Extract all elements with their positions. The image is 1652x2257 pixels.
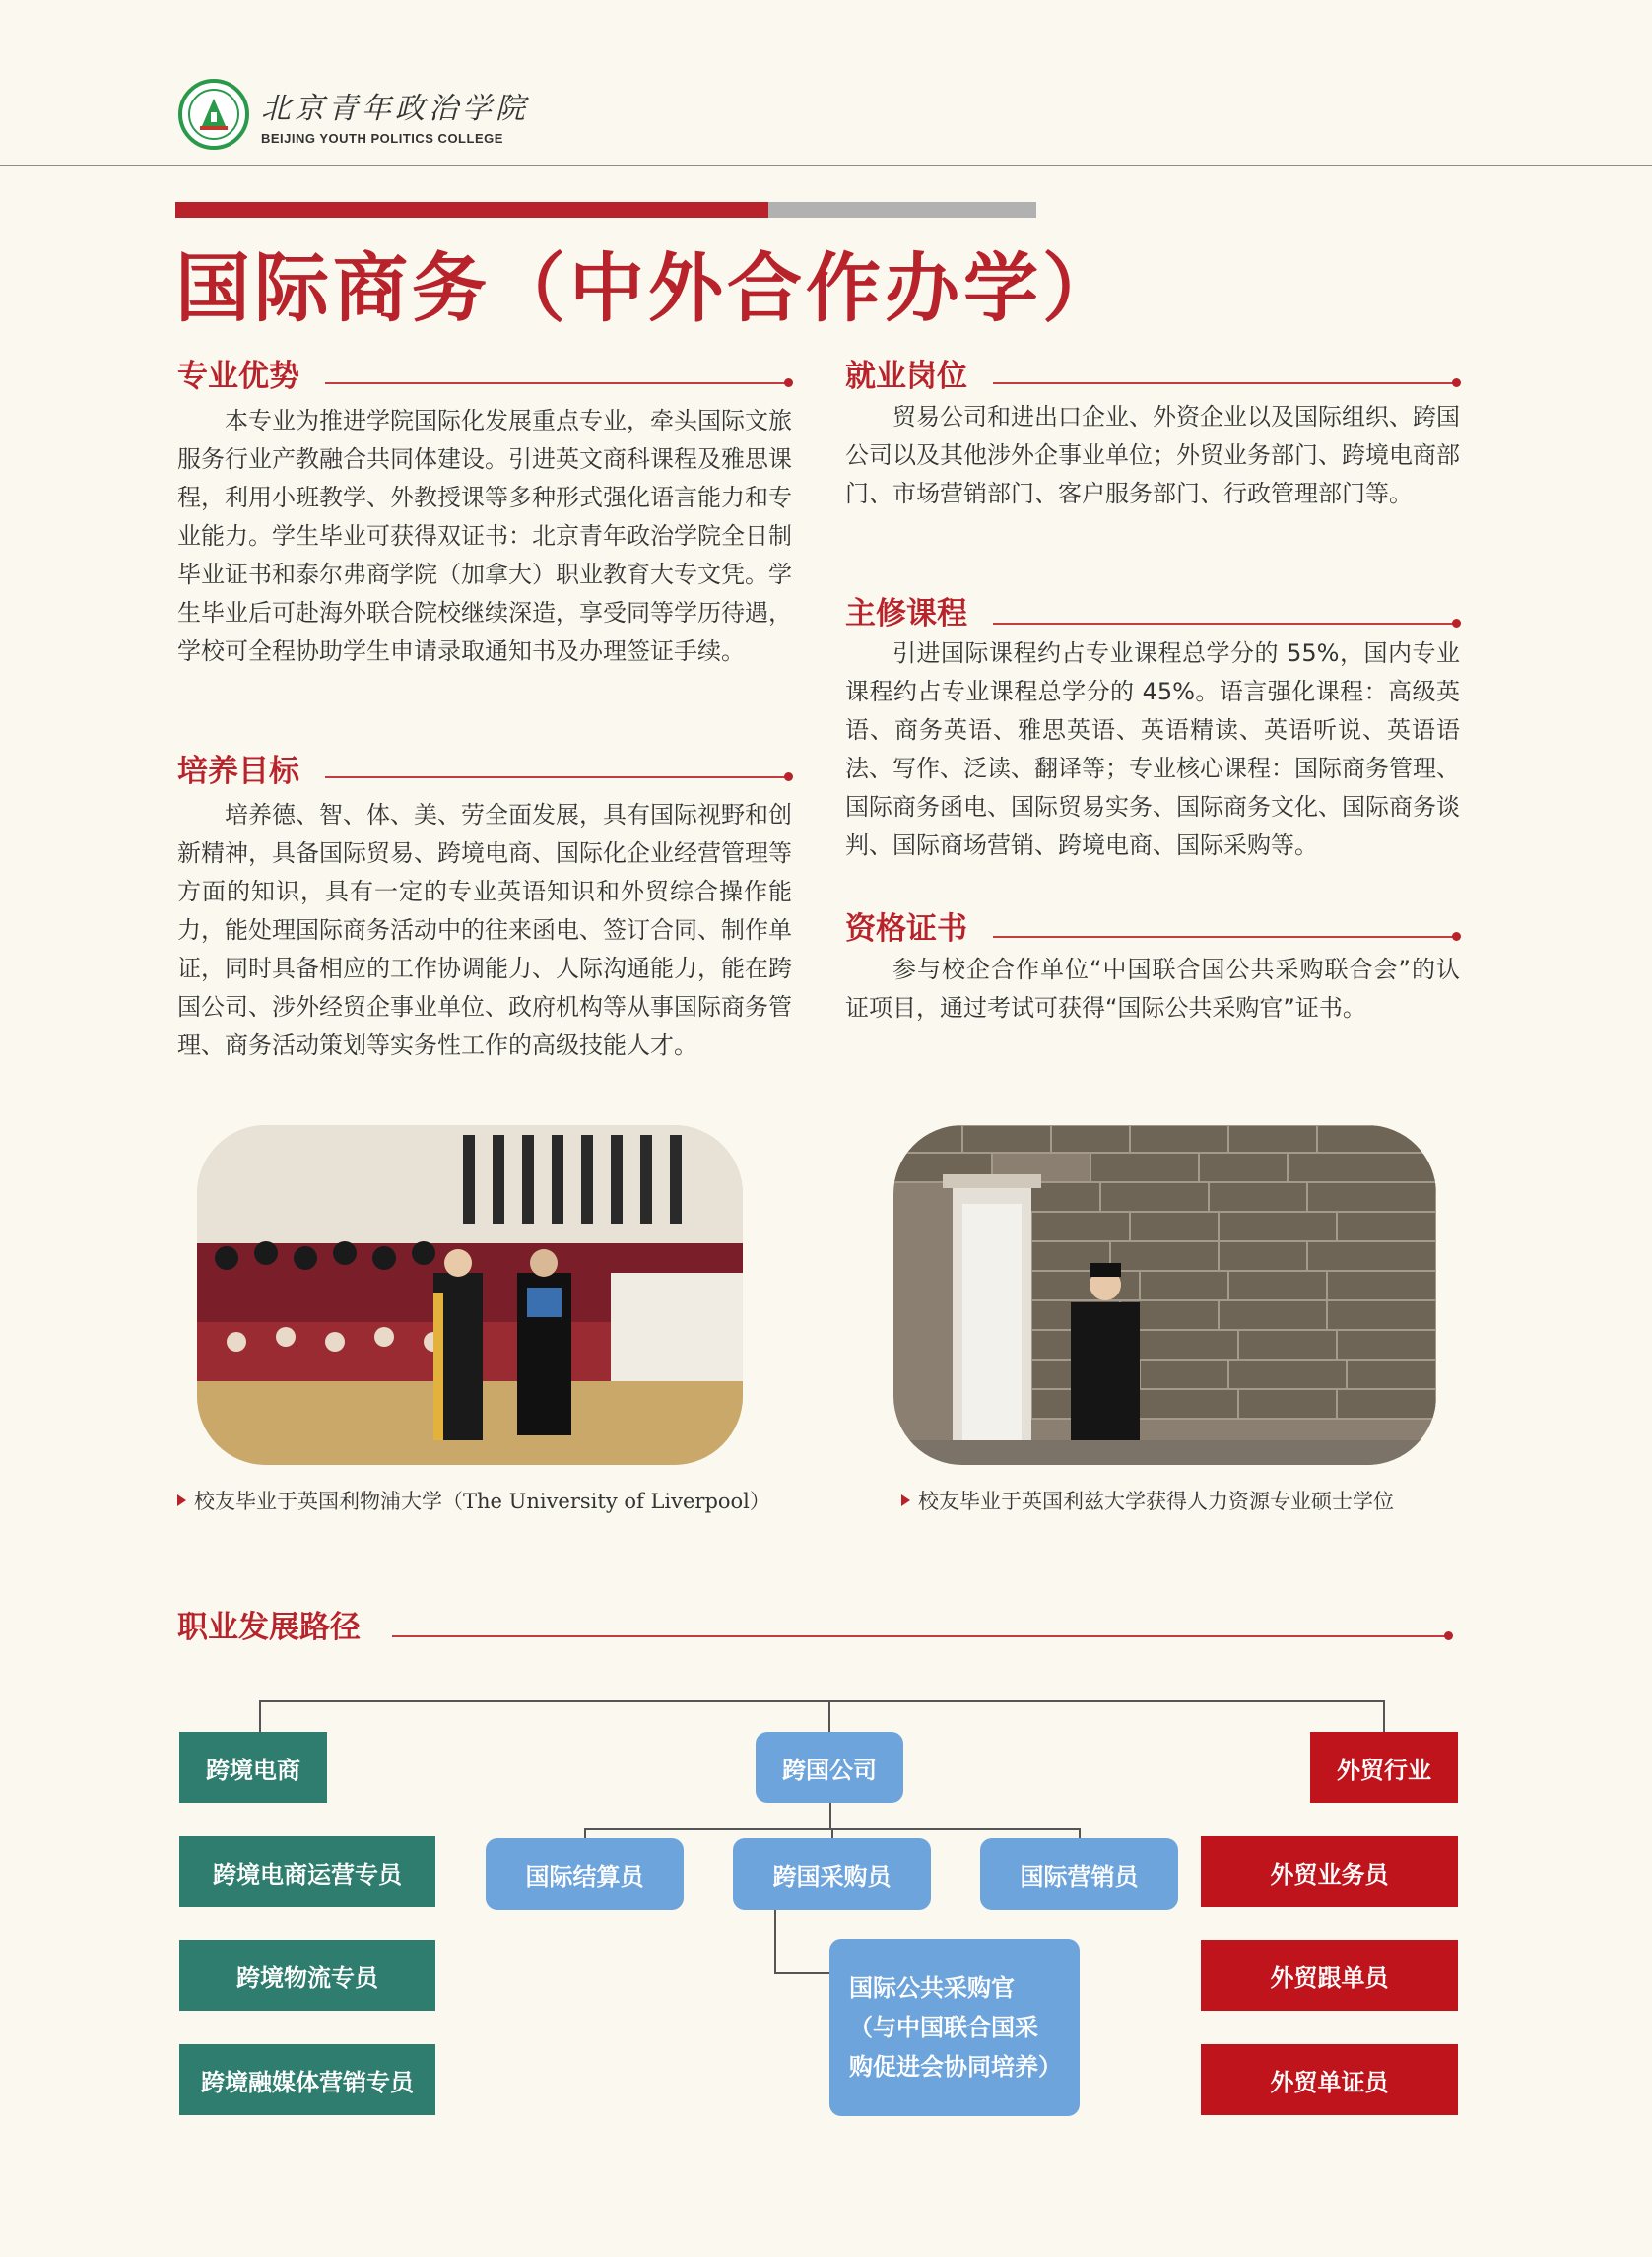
caption-liverpool-text: 校友毕业于英国利物浦大学（The University of Liverpool） (194, 1490, 770, 1513)
title-bar-red (175, 202, 768, 218)
node-procurement-clerk: 跨国采购员 (733, 1838, 931, 1910)
courses-text (845, 634, 1460, 865)
caption-marker-icon (901, 1494, 910, 1506)
header-divider (0, 165, 1652, 166)
caption-leeds (901, 1486, 1394, 1515)
connector (831, 1828, 833, 1838)
section-rule (993, 936, 1456, 938)
section-heading-career: 职业发展路径 (177, 1610, 361, 1645)
connector (259, 1700, 261, 1732)
node-trade-documentation: 外贸单证员 (1201, 2044, 1458, 2115)
advantage-text (177, 402, 792, 671)
section-rule-dot (784, 378, 793, 387)
college-logo (178, 79, 529, 150)
connector-top (259, 1700, 1384, 1702)
title-bar-gray (768, 202, 1036, 218)
caption-marker-icon (177, 1494, 186, 1506)
node-public-procurement-officer: 国际公共采购官（与中国联合国采购促进会协同培养） (829, 1939, 1080, 2116)
college-seal-icon (178, 79, 249, 150)
node-foreign-trade: 外贸行业 (1310, 1732, 1458, 1803)
section-rule (392, 1635, 1448, 1637)
section-heading-advantage: 专业优势 (177, 359, 299, 394)
node-trade-salesperson: 外贸业务员 (1201, 1836, 1458, 1907)
goal-paragraph: 培养德、智、体、美、劳全面发展，具有国际视野和创新精神，具备国际贸易、跨境电商、国际化企业经营管理等方面的知识，具有一定的专业英语知识和外贸综合操作能力，能处理国际商务活动中的往来函电、签订合同、制作单证，同时具备相应的工作协调能力、人际沟通能力，能在跨国公司、涉外经贸企事业单位、政府机构等从事国际商务管理、商务活动策划等实务性工作的高级技能人才。 (177, 801, 792, 1059)
jobs-paragraph: 贸易公司和进出口企业、外资企业以及国际组织、跨国公司以及其他涉外企事业单位；外贸业务部门、跨境电商部门、市场营销部门、客户服务部门、行政管理部门等。 (845, 403, 1460, 507)
node-media-marketing: 跨境融媒体营销专员 (179, 2044, 435, 2115)
section-rule (325, 776, 788, 778)
section-rule (325, 382, 788, 384)
section-heading-jobs: 就业岗位 (845, 359, 967, 394)
node-settlement-clerk: 国际结算员 (486, 1838, 684, 1910)
page-title: 国际商务（中外合作办学） (175, 244, 1121, 332)
advantage-paragraph: 本专业为推进学院国际化发展重点专业，牵头国际文旅服务行业产教融合共同体建设。引进英文商科课程及雅思课程，利用小班教学、外教授课等多种形式强化语言能力和专业能力。学生毕业可获得双证书：北京青年政治学院全日制毕业证书和泰尔弗商学院（加拿大）职业教育大专文凭。学生毕业后可赴海外联合院校继续深造，享受同等学历待遇，学校可全程协助学生申请录取通知书及办理签证手续。 (177, 407, 792, 665)
section-heading-goal: 培养目标 (177, 754, 299, 789)
goal-text (177, 796, 792, 1065)
connector (1079, 1828, 1081, 1838)
cert-text (845, 951, 1460, 1028)
connector (584, 1828, 586, 1838)
jobs-text (845, 398, 1460, 513)
section-rule-dot (1452, 619, 1461, 628)
photo-leeds-graduate (893, 1125, 1436, 1465)
node-trade-merchandiser: 外贸跟单员 (1201, 1940, 1458, 2011)
section-rule-dot (1444, 1631, 1453, 1640)
section-rule (993, 623, 1456, 625)
node-multinational: 跨国公司 (756, 1732, 903, 1803)
connector (1383, 1700, 1385, 1732)
connector (829, 1803, 831, 1828)
section-rule-dot (1452, 932, 1461, 941)
connector (828, 1700, 830, 1732)
caption-leeds-text: 校友毕业于英国利兹大学获得人力资源专业硕士学位 (918, 1490, 1394, 1513)
cert-paragraph: 参与校企合作单位“中国联合国公共采购联合会”的认证项目，通过考试可获得“国际公共采购官”证书。 (845, 956, 1460, 1022)
connector (774, 1910, 776, 1973)
photo-liverpool-graduation (197, 1125, 743, 1465)
courses-paragraph: 引进国际课程约占专业课程总学分的 55%，国内专业课程约占专业课程总学分的 45%。语言强化课程：高级英语、商务英语、雅思英语、英语精读、英语听说、英语语法、写作、泛读、翻译等；专业核心课程：国际商务管理、国际商务函电、国际贸易实务、国际商务文化、国际商务谈判、国际商场营销、跨境电商、国际采购等。 (845, 639, 1460, 859)
node-logistics-specialist: 跨境物流专员 (179, 1940, 435, 2011)
section-heading-cert: 资格证书 (845, 911, 967, 947)
caption-liverpool (177, 1486, 770, 1515)
section-heading-courses: 主修课程 (845, 596, 967, 631)
college-name-en: BEIJING YOUTH POLITICS COLLEGE (261, 130, 503, 146)
section-rule (993, 382, 1456, 384)
node-marketing-clerk: 国际营销员 (980, 1838, 1178, 1910)
node-cross-border-ecommerce: 跨境电商 (179, 1732, 327, 1803)
connector (774, 1972, 829, 1974)
section-rule-dot (1452, 378, 1461, 387)
node-ecommerce-operations: 跨境电商运营专员 (179, 1836, 435, 1907)
college-name-cn: 北京青年政治学院 (261, 91, 529, 126)
section-rule-dot (784, 772, 793, 781)
